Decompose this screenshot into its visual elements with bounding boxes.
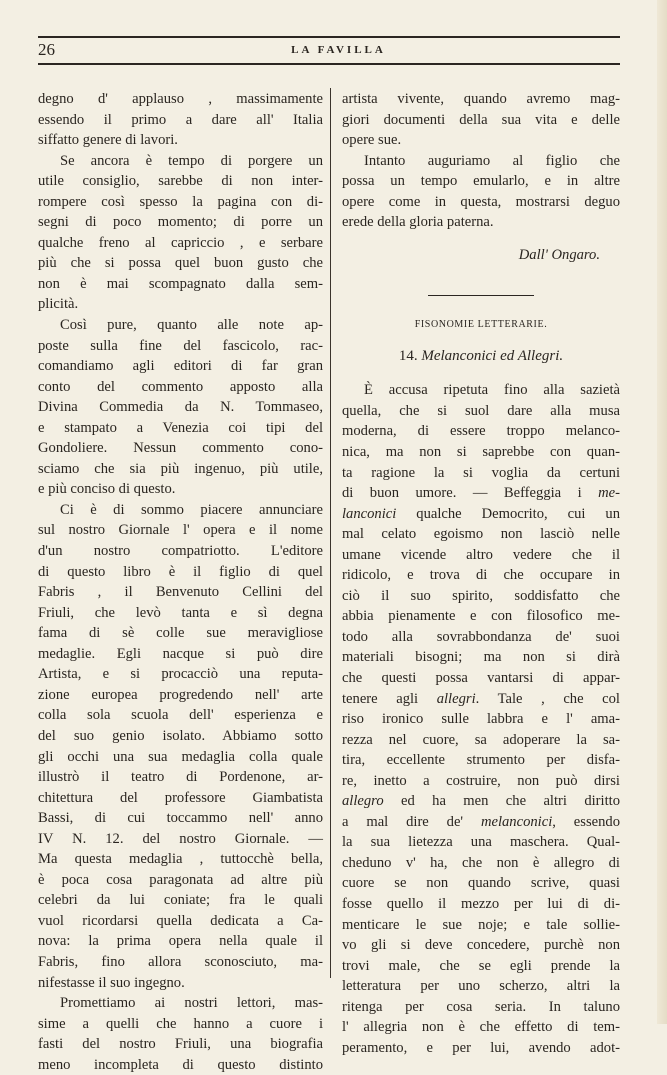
text-line [342, 812, 620, 833]
article-number: 14. [398, 348, 418, 365]
italic-text: lanconici [342, 505, 397, 522]
text-line [342, 832, 620, 853]
text-line: non è mai scompagnato dalla sem- [38, 275, 323, 292]
text-run: la sua lietezza una maschera. Qual- [342, 834, 620, 851]
text-line [342, 956, 620, 977]
text-run: l' allegria non è che effetto di tem- [342, 1019, 620, 1036]
text-run: trovi male, che se egli prende la [342, 957, 620, 974]
text-line: essendo il primo a dare all' Italia [38, 111, 323, 128]
text-line: di questo libro è il figlio di quel [38, 563, 323, 580]
text-line [342, 504, 620, 525]
text-line: illustrò il teatro di Pordenone, ar- [38, 769, 323, 786]
text-line: Intanto auguriamo al figlio che [364, 152, 620, 169]
article-title: Melanconici ed Allegri. [421, 348, 564, 365]
text-line: Ma questa medaglia , tuttocchè bella, [38, 851, 323, 868]
text-line: Se ancora è tempo di porgere un [60, 152, 323, 169]
text-line: celebri da lui coniate; fra le quali [38, 892, 323, 909]
text-line [342, 668, 620, 689]
text-line: segni di poco momento; di porre un [38, 214, 323, 231]
text-line [342, 894, 620, 915]
text-line: nova: la prima opera nella quale il [38, 933, 323, 950]
text-run: È accusa ripetuta fino alla sazietà [364, 382, 620, 399]
text-line [342, 689, 620, 710]
text-run: materiali bisogni; ma non si dirà [342, 649, 620, 666]
text-line [342, 750, 620, 771]
text-line: Così pure, quanto alle note ap- [60, 317, 323, 334]
text-line [342, 647, 620, 668]
text-line [342, 606, 620, 627]
section-label: FISONOMIE LETTERARIE. [414, 319, 548, 331]
text-line: fama di sè colle sue meravigliose [38, 625, 323, 642]
text-line: conto del commento apposto alla [38, 378, 323, 395]
text-run: di buon umore. — Beffeggia i [342, 485, 599, 502]
text-line [342, 935, 620, 956]
text-line [342, 1038, 620, 1059]
text-line: vuol ricordarsi quella dedicata a Ca- [38, 912, 323, 929]
text-line: sul nostro Giornale l' opera e il nome [38, 522, 323, 539]
text-line: siffatto genere di lavori. [38, 132, 178, 149]
text-line: Fabris , il Benvenuto Cellini del [38, 584, 323, 601]
text-run: , essendo [552, 813, 620, 830]
page-edge-shadow [657, 0, 667, 1024]
text-line: chitettura del professore Giambatista [38, 789, 323, 806]
text-line: meno incompleta di questo distinto [38, 1056, 323, 1073]
heading-spacer [342, 366, 620, 380]
text-run: tira, eccellente strumento per disfa- [342, 752, 620, 769]
text-run: peramento, e per lui, avendo adot- [342, 1039, 620, 1056]
text-line: Bassi, di cui toccammo nell' anno [38, 810, 323, 827]
text-line [342, 524, 620, 545]
author-signature: Dall' Ongaro. [518, 246, 600, 263]
text-line: qualche freno al capriccio , e serbare [38, 234, 323, 251]
text-run: fosse quello il mezzo per lui di di- [342, 896, 620, 912]
text-run: ritenga per cosa seria. In taluno [342, 998, 620, 1015]
text-run: abbia pienamente e con filosofico me- [342, 608, 620, 625]
text-line [342, 997, 620, 1018]
text-run: . Tale , che col [475, 690, 620, 707]
text-line [342, 771, 620, 792]
text-run: cuore se non quando scrive, quasi [342, 875, 620, 892]
text-line: Divina Commedia da N. Tommaseo, [38, 399, 323, 416]
text-line: Friuli, che levò tanta e sì degna [38, 604, 323, 621]
header-bottom-rule [38, 63, 620, 65]
text-line [342, 730, 620, 751]
text-line: possa un tempo emularlo, e in altre [342, 173, 620, 190]
text-line [342, 463, 620, 484]
text-line: nifestasse il suo ingegno. [38, 974, 185, 991]
text-line: giori documenti della sua vita e delle [342, 111, 620, 128]
text-line [342, 976, 620, 997]
text-line: Promettiamo ai nostri lettori, mas- [60, 995, 323, 1012]
italic-text: melanconici [480, 813, 553, 830]
text-line [342, 853, 620, 874]
text-line: d'un nostro compatriotto. L'editore [38, 543, 323, 560]
text-run: ta ragione la si voglia da certuni [342, 464, 620, 481]
text-line: Fabris, fino allora sconosciuto, ma- [38, 953, 323, 970]
text-line: sciamo che sia più ingenuo, più utile, [38, 460, 323, 477]
text-line [342, 1017, 620, 1038]
column-divider [330, 88, 331, 978]
text-run: menticare le sue noje; e tale sollie- [342, 916, 620, 933]
text-run: nica, ma non si saprebbe con quan- [342, 443, 620, 460]
running-head: LA FAVILLA [291, 44, 386, 56]
text-line: fasti del nostro Friuli, una biografia [38, 1036, 323, 1053]
text-run: qualche Democrito, cui un [396, 505, 620, 522]
text-line [342, 565, 620, 586]
section-separator-rule [428, 295, 534, 297]
text-line: artista vivente, quando avremo mag- [342, 91, 620, 107]
text-line: plicità. [38, 296, 79, 313]
text-run: vo gli si deve concedere, purchè non [342, 937, 620, 954]
text-line: opere sue. [342, 132, 402, 149]
text-run: ciò il suo spirito, soddisfatto che [342, 587, 620, 604]
text-line: utile consiglio, sarebbe di non inter- [38, 173, 323, 190]
left-column [38, 89, 323, 1075]
text-run: ridicolo, e trova di che occupare in [342, 567, 620, 584]
article-heading [342, 346, 620, 366]
right-column [342, 89, 620, 1058]
text-run: quella, che si suol dare alla musa [342, 402, 620, 419]
text-line: Artista, e si procacciò una reputa- [38, 666, 323, 683]
italic-text: me- [598, 485, 620, 502]
text-line: sime a quelli che hanno a cuore i [38, 1015, 323, 1032]
text-line: medaglie. Egli nacque si può dire [38, 645, 323, 662]
text-line [342, 442, 620, 463]
text-line [342, 545, 620, 566]
text-run: che questi possa vantarsi di appar- [342, 669, 620, 686]
text-run: ed ha men che altri diritto [383, 793, 620, 810]
text-line [342, 915, 620, 936]
text-line: IV N. 12. del nostro Giornale. — [38, 830, 323, 847]
text-line [342, 709, 620, 730]
text-line [342, 873, 620, 894]
text-run: umane vicende altro vedere che il [342, 546, 620, 563]
text-line: gli occhi una sua medaglia colla quale [38, 748, 323, 765]
header-top-rule [38, 36, 620, 38]
text-line: zione europea progredendo nell' arte [38, 686, 323, 703]
text-run: todo alla sovrabbondanza de' suoi [342, 628, 620, 645]
text-line: è poca cosa paragonata ad altre più [38, 871, 323, 888]
italic-text: allegri [436, 690, 476, 707]
text-run: moderna, di essere troppo melanco- [342, 423, 620, 440]
text-run: tenere agli [342, 690, 437, 707]
text-run: riso ironico sulle labbra e l' ama- [342, 711, 620, 728]
text-line: rompere così spesso la pagina con di- [38, 193, 323, 210]
text-line [342, 791, 620, 812]
text-run: cheduno v' ha, che non è allegro di [342, 854, 620, 871]
text-line: del suo genio isolato. Abbiamo sotto [38, 727, 323, 744]
right-column-continuation [342, 89, 620, 233]
text-line: Gondoliere. Nessun commento cono- [38, 440, 323, 457]
text-line: colla sola scuola dell' esperienza e [38, 707, 323, 724]
text-line: Ci è di sommo piacere annunciare [60, 501, 323, 518]
text-line: opere come in questa, mostrarsi deguo [342, 193, 620, 210]
text-line [342, 627, 620, 648]
article-body [342, 380, 620, 1058]
text-run: rezza nel cuore, sa adoperare la sa- [342, 731, 620, 748]
text-run: a mal dire de' [342, 813, 481, 830]
text-line [342, 380, 620, 401]
text-line: poste sulla fine del fascicolo, rac- [38, 337, 323, 354]
text-line: erede della gloria paterna. [342, 214, 494, 231]
text-line: degno d' applauso , massimamente [38, 91, 323, 107]
text-line [342, 586, 620, 607]
text-line [342, 421, 620, 442]
text-line: comandiamo agli editori di far gran [38, 358, 323, 375]
text-line: e stampato a Venezia coi tipi del [38, 419, 323, 436]
italic-text: allegro [342, 793, 384, 810]
text-line [342, 483, 620, 504]
text-line: e più conciso di questo. [38, 481, 176, 498]
text-run: letteratura per uno scherzo, altri la [342, 978, 620, 995]
text-run: mal celato egoismo non lasciò nelle [342, 526, 620, 543]
text-line: più che si possa quel buon gusto che [38, 255, 323, 272]
page-number: 26 [38, 40, 55, 59]
text-line [342, 401, 620, 422]
text-run: re, inetto a costruire, non può dirsi [342, 772, 620, 789]
